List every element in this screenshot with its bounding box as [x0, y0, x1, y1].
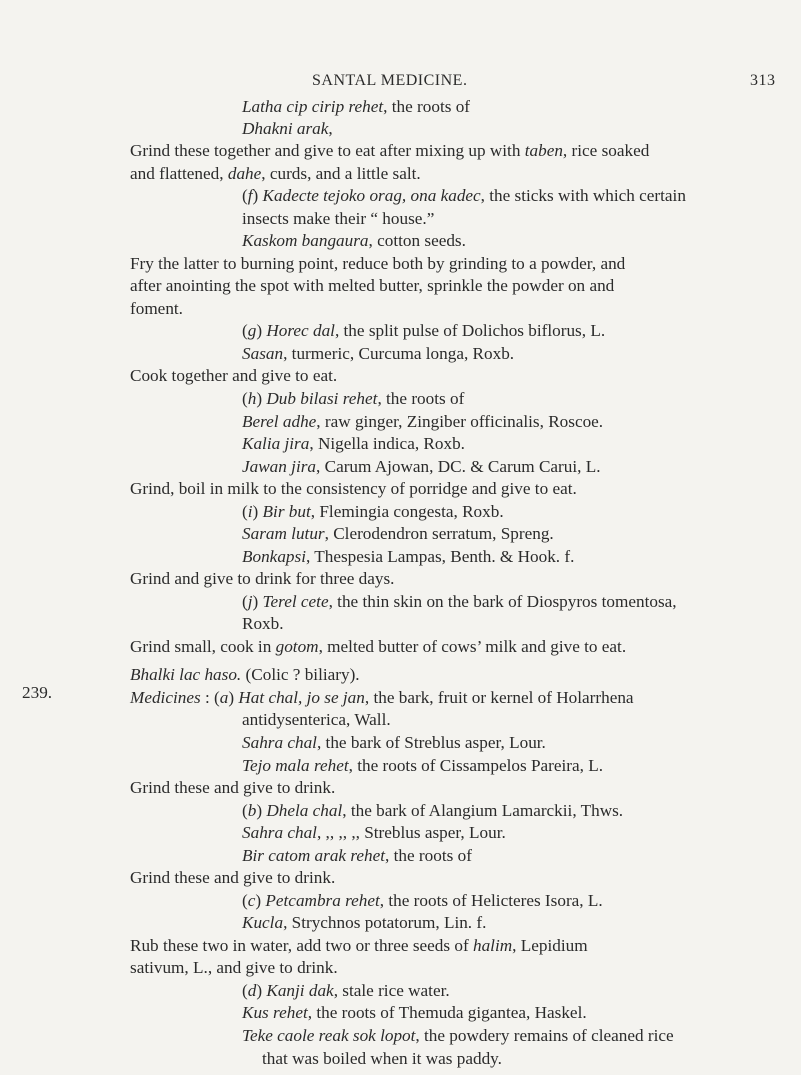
text-run: , cotton seeds.: [368, 231, 466, 251]
text-line: [242, 186, 686, 206]
text-line: [130, 637, 626, 657]
text-run: ): [256, 388, 267, 408]
text-run: , the roots of Cissampelos Pareira, L.: [348, 755, 604, 775]
text-run: Sahra chal: [242, 732, 317, 752]
text-run: b: [247, 800, 257, 820]
text-line: [242, 389, 464, 409]
text-line: [242, 614, 284, 634]
text-run: Teke caole reak sok lopot: [242, 1025, 416, 1045]
text-run: Medicines: [130, 687, 201, 707]
text-line: [242, 412, 603, 432]
text-run: , Strychnos potatorum, Lin. f.: [283, 913, 487, 933]
text-line: [130, 868, 335, 888]
text-run: , the roots of: [377, 388, 465, 408]
text-run: taben: [524, 141, 563, 161]
text-run: , Thespesia Lampas, Benth. & Hook. f.: [305, 546, 575, 566]
text-line: [242, 97, 470, 117]
text-run: and flattened,: [130, 163, 228, 183]
text-line: [242, 801, 623, 821]
text-line: [242, 502, 504, 522]
text-run: (: [242, 186, 248, 206]
text-run: , raw ginger, Zingiber officinalis, Roscoe.: [316, 411, 604, 431]
text-run: (: [242, 890, 248, 910]
text-run: halim: [472, 935, 513, 955]
text-run: Fry the latter to burning point, reduce both by grinding to a powder, and: [130, 253, 626, 273]
text-run: Tejo mala rehet: [242, 755, 349, 775]
text-run: h: [247, 388, 257, 408]
text-run: Grind, boil in milk to the consistency of porridge and give to eat.: [130, 479, 577, 499]
text-run: Bhalki lac haso.: [130, 665, 242, 685]
text-line: [242, 981, 450, 1001]
text-line: [242, 321, 605, 341]
text-run: foment.: [130, 298, 183, 318]
text-run: , Clerodendron serratum, Spreng.: [324, 524, 554, 544]
text-line: [242, 733, 546, 753]
text-run: ): [252, 501, 263, 521]
text-run: ,: [328, 118, 333, 138]
text-line: [130, 958, 338, 978]
text-line: [130, 688, 634, 708]
text-line: [242, 823, 506, 843]
text-run: f: [247, 186, 253, 206]
text-run: Hat chal, jo se jan: [238, 687, 365, 707]
text-line: [130, 164, 421, 184]
text-run: Grind these and give to drink.: [130, 778, 336, 798]
text-run: , turmeric, Curcuma longa, Roxb.: [283, 343, 515, 363]
text-run: , the sticks with which certain: [480, 186, 686, 206]
text-run: Dub bilasi rehet: [266, 388, 378, 408]
text-line: [242, 846, 472, 866]
text-run: Rub these two in water, add two or three seeds of: [130, 935, 473, 955]
text-run: (: [242, 980, 248, 1000]
text-line: [242, 592, 677, 612]
text-run: , curds, and a little salt.: [261, 163, 421, 183]
text-run: ): [256, 321, 267, 341]
text-run: insects make their “ house.”: [242, 208, 435, 228]
text-run: Kaskom bangaura: [242, 231, 369, 251]
text-run: dahe: [227, 163, 262, 183]
text-run: Petcambra rehet: [265, 890, 380, 910]
text-run: , the roots of Themuda gigantea, Haskel.: [307, 1003, 587, 1023]
text-line: [242, 913, 486, 933]
text-line: [242, 524, 554, 544]
text-run: Grind these together and give to eat after mixing up with: [130, 141, 525, 161]
text-run: (: [242, 501, 248, 521]
text-run: , Flemingia congesta, Roxb.: [310, 501, 504, 521]
text-line: [242, 209, 434, 229]
text-run: ): [252, 591, 263, 611]
text-run: , rice soaked: [562, 141, 650, 161]
text-run: , Lepidium: [512, 935, 588, 955]
text-run: d: [247, 980, 257, 1000]
section-number: 239.: [22, 683, 53, 702]
text-line: [130, 141, 649, 161]
text-line: [242, 756, 603, 776]
text-run: g: [247, 321, 257, 341]
text-run: Bir catom arak rehet: [242, 845, 386, 865]
text-line: [242, 1026, 674, 1046]
text-run: Grind these and give to drink.: [130, 868, 336, 888]
text-line: [242, 891, 603, 911]
text-run: , the powdery remains of cleaned rice: [415, 1025, 674, 1045]
text-run: , the bark of Alangium Lamarckii, Thws.: [342, 800, 624, 820]
text-run: Kanji dak: [266, 980, 334, 1000]
text-run: Cook together and give to eat.: [130, 366, 338, 386]
text-line: [242, 547, 574, 567]
text-run: gotom: [275, 636, 319, 656]
text-run: Horec dal: [266, 321, 335, 341]
text-run: , stale rice water.: [333, 980, 450, 1000]
text-run: , the roots of: [383, 96, 471, 116]
text-run: Roxb.: [242, 614, 284, 634]
text-run: ): [252, 186, 263, 206]
text-run: ): [256, 980, 267, 1000]
text-line: [242, 457, 601, 477]
text-run: (: [242, 800, 248, 820]
text-run: , the roots of Helicteres Isora, L.: [379, 890, 603, 910]
text-run: , the split pulse of Dolichos biflorus, L.: [334, 321, 606, 341]
text-run: (: [242, 321, 248, 341]
text-run: after anointing the spot with melted butter, sprinkle the powder on and: [130, 276, 615, 296]
text-run: Kalia jira: [242, 434, 310, 454]
text-run: ): [255, 890, 266, 910]
text-run: Kadecte tejoko orag, ona kadec: [262, 186, 481, 206]
text-run: , the bark of Streblus asper, Lour.: [316, 732, 546, 752]
text-run: Bonkapsi: [242, 546, 306, 566]
text-run: Terel cete: [262, 591, 329, 611]
text-line: [242, 434, 465, 454]
text-line: [242, 119, 333, 139]
text-line: [130, 366, 337, 386]
text-line: [130, 665, 360, 685]
text-line: [130, 778, 335, 798]
text-run: Sasan: [242, 343, 284, 363]
text-run: Sahra chal: [242, 823, 317, 843]
text-line: [130, 299, 183, 319]
text-line: [130, 276, 614, 296]
text-line: [242, 710, 391, 730]
text-run: Berel adhe: [242, 411, 317, 431]
text-line: [130, 936, 588, 956]
text-run: Dhela chal: [266, 800, 343, 820]
text-run: antidysenterica, Wall.: [242, 710, 391, 730]
text-run: Jawan jira: [242, 456, 317, 476]
text-run: (: [242, 388, 248, 408]
text-line: [242, 344, 514, 364]
text-run: , Nigella indica, Roxb.: [309, 434, 465, 454]
text-line: [130, 254, 625, 274]
text-line: [262, 1049, 502, 1069]
text-run: Latha cip cirip rehet: [242, 96, 384, 116]
text-run: j: [247, 591, 253, 611]
text-run: , Carum Ajowan, DC. & Carum Carui, L.: [316, 456, 601, 476]
page-number: 313: [750, 72, 776, 89]
text-run: , the bark, fruit or kernel of Holarrhena: [364, 687, 634, 707]
text-run: Dhakni arak: [242, 118, 329, 138]
text-run: i: [247, 501, 253, 521]
text-run: Grind small, cook in: [130, 636, 276, 656]
text-run: sativum, L., and give to drink.: [130, 958, 338, 978]
text-run: ): [228, 687, 239, 707]
text-run: , melted butter of cows’ milk and give to eat.: [318, 636, 627, 656]
text-run: Grind and give to drink for three days.: [130, 569, 395, 589]
text-run: , the roots of: [385, 845, 472, 865]
text-run: : (: [200, 687, 220, 707]
text-line: [130, 569, 394, 589]
text-run: , the thin skin on the bark of Diospyros tomentosa,: [328, 591, 677, 611]
text-run: Kucla: [242, 913, 284, 933]
text-run: Bir but: [262, 501, 311, 521]
text-run: Kus rehet: [242, 1003, 308, 1023]
text-run: c: [247, 890, 256, 910]
text-run: , ,, ,, ,, Streblus asper, Lour.: [316, 823, 506, 843]
text-line: [242, 231, 466, 251]
text-run: Saram lutur: [242, 524, 325, 544]
running-title: SANTAL MEDICINE.: [312, 72, 468, 89]
text-run: a: [219, 687, 229, 707]
text-run: (Colic ? biliary).: [241, 665, 360, 685]
text-line: [242, 1003, 587, 1023]
text-line: [130, 479, 577, 499]
text-run: (: [242, 591, 248, 611]
text-run: ): [256, 800, 267, 820]
text-run: that was boiled when it was paddy.: [262, 1048, 502, 1068]
